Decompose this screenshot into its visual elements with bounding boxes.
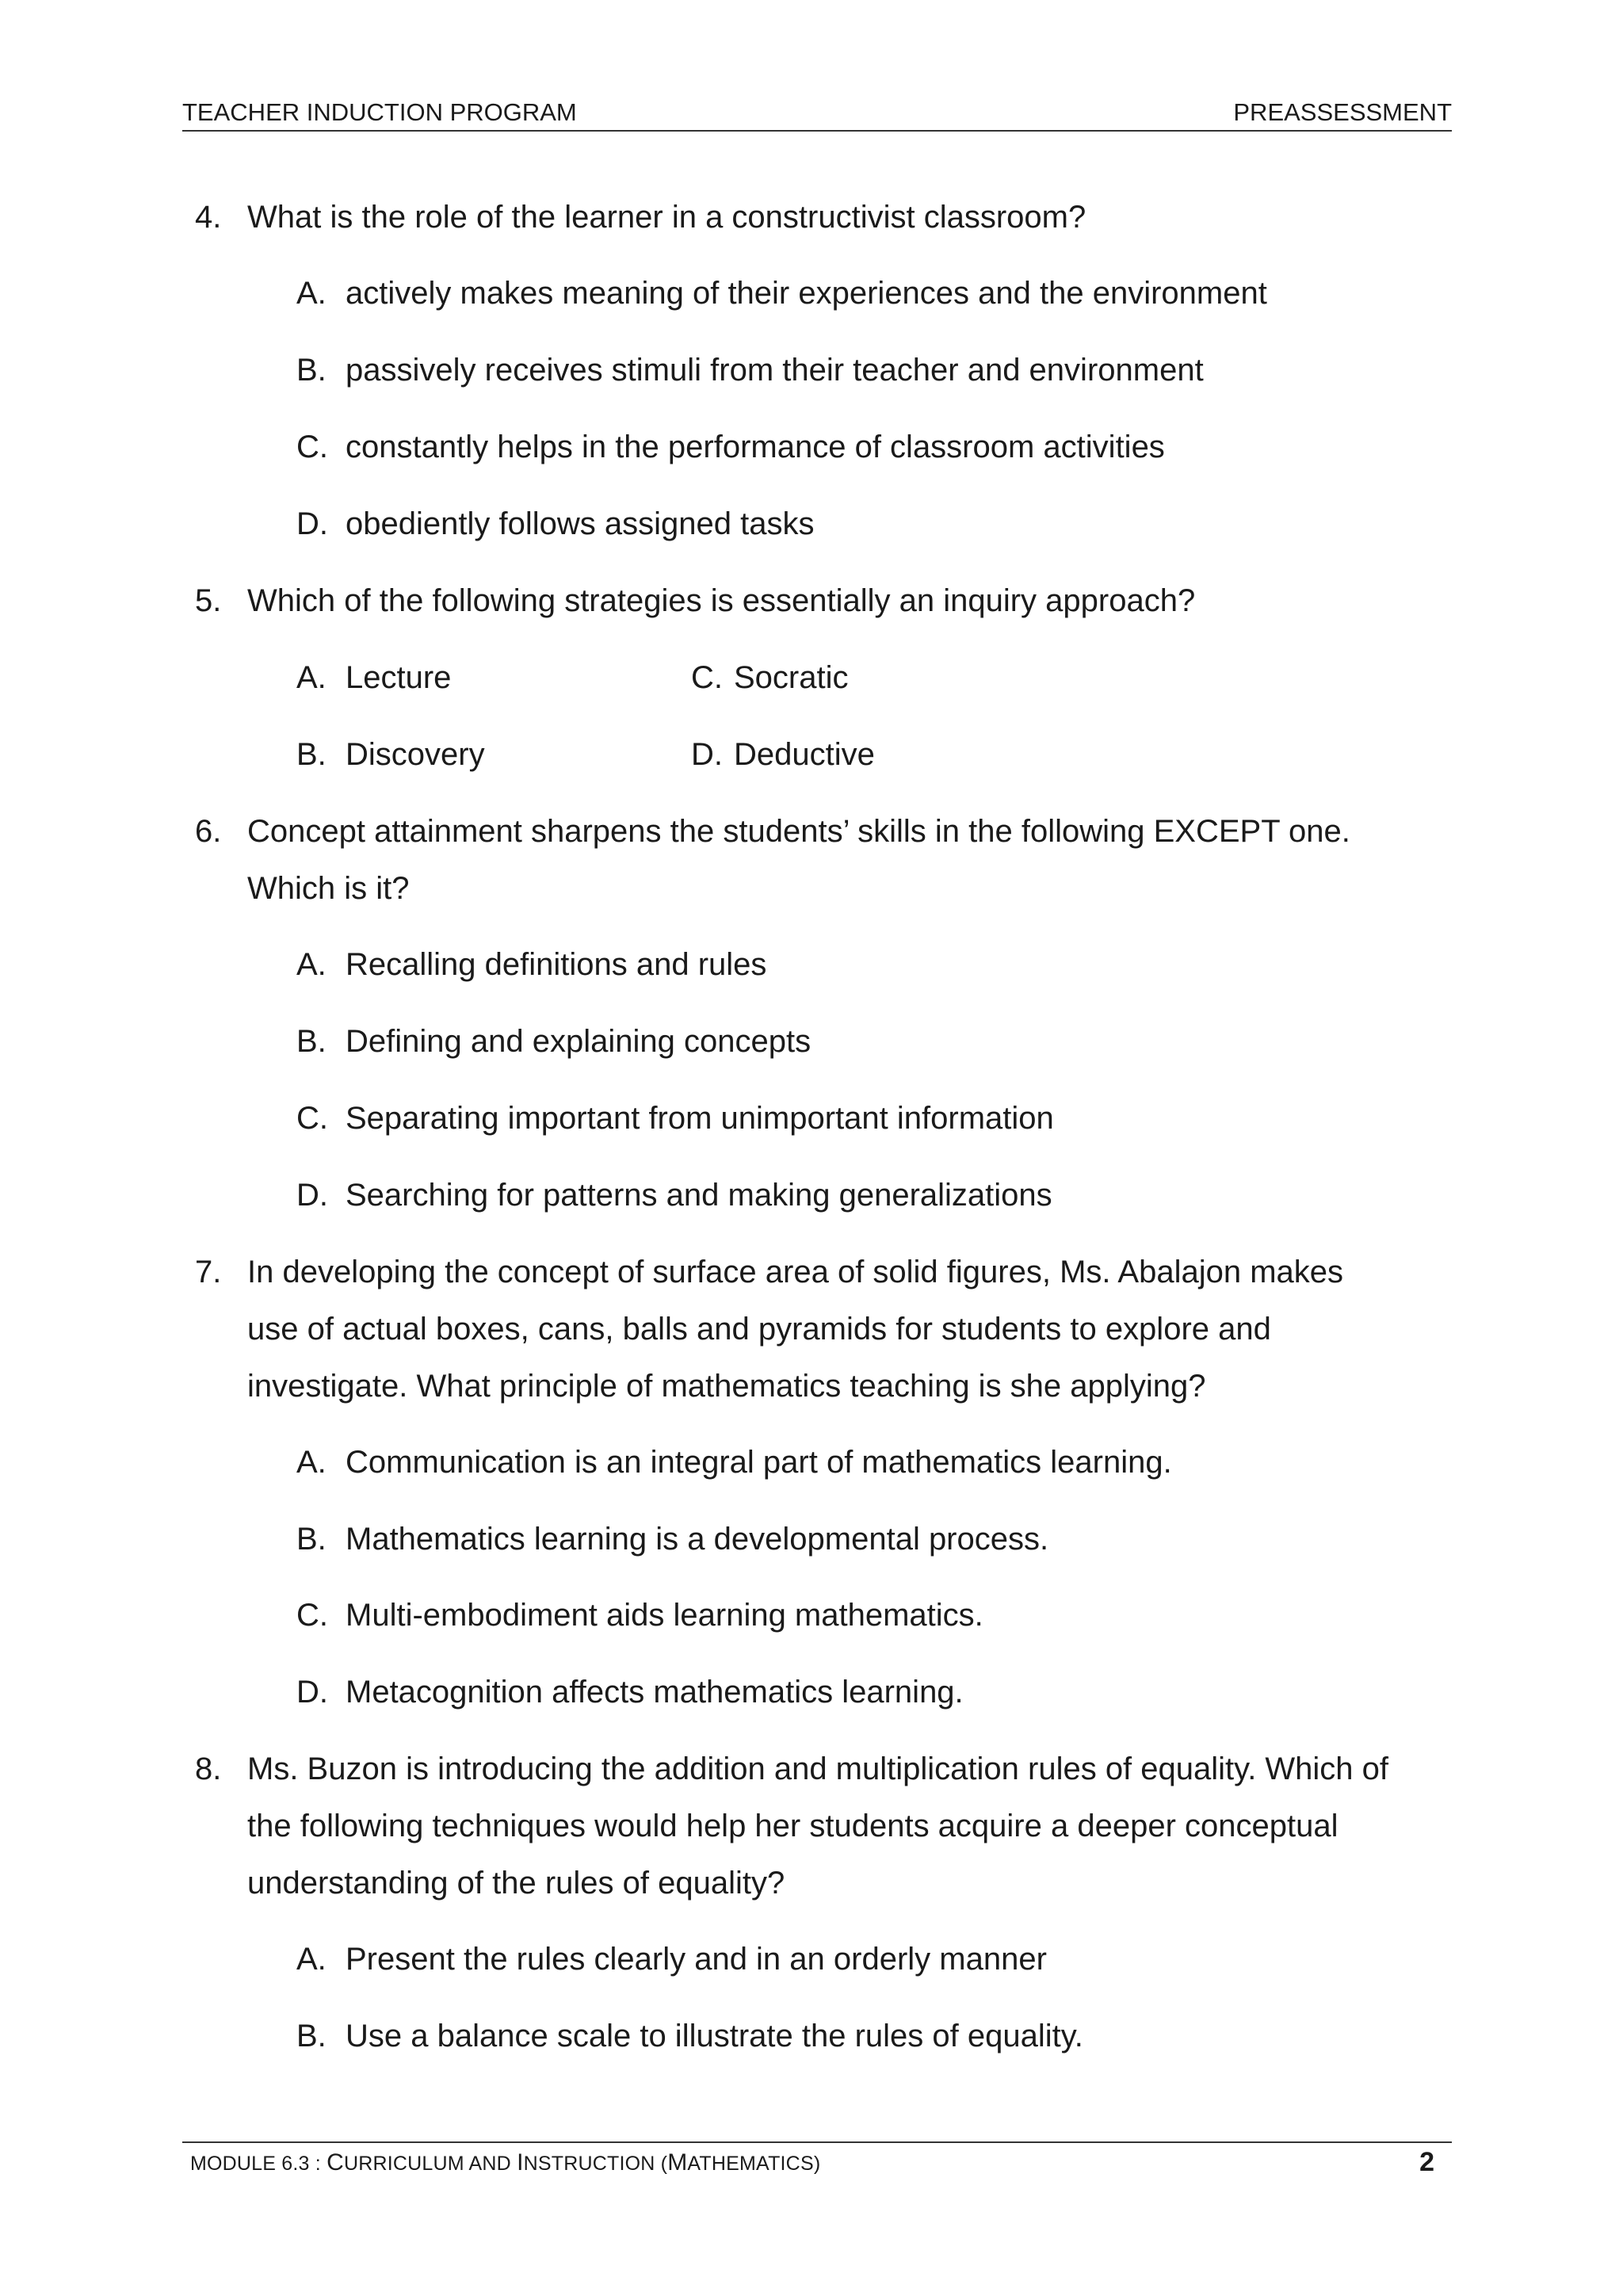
- question-text: [247, 1256, 1491, 1427]
- question-line: the following techniques would help her students acquire a deeper conceptual: [247, 1809, 1338, 1843]
- question-line: In developing the concept of surface area of solid figures, Ms. Abalajon makes: [247, 1255, 1344, 1289]
- option-text: Lecture: [346, 660, 452, 695]
- question-line: Which is it?: [247, 871, 410, 906]
- option-letter: A.: [296, 947, 327, 982]
- question-line: investigate. What principle of mathematics teaching is she applying?: [247, 1369, 1206, 1404]
- option-letter: C.: [296, 1598, 328, 1633]
- page-number: 2: [1419, 2147, 1434, 2177]
- option-text: Use a balance scale to illustrate the rules of equality.: [346, 2019, 1083, 2053]
- option-text: Socratic: [734, 660, 849, 695]
- option-letter: A.: [296, 660, 327, 695]
- question-line: use of actual boxes, cans, balls and pyramids for students to explore and: [247, 1312, 1271, 1347]
- question-text: [247, 201, 1491, 258]
- option-letter: D.: [296, 1675, 328, 1710]
- option-letter: A.: [296, 1445, 327, 1480]
- page-header: [182, 97, 1452, 132]
- option-letter: B.: [296, 1522, 327, 1557]
- question-number: 6.: [195, 814, 222, 849]
- page-footer: [182, 2141, 1452, 2178]
- option-text: Defining and explaining concepts: [346, 1024, 812, 1059]
- option-text: actively makes meaning of their experiences and the environment: [346, 276, 1267, 311]
- option-text: Multi-embodiment aids learning mathematics.: [346, 1598, 983, 1633]
- option-text: obediently follows assigned tasks: [346, 506, 815, 541]
- question-line: What is the role of the learner in a constructivist classroom?: [247, 200, 1086, 235]
- option-text: Metacognition affects mathematics learning.: [346, 1675, 964, 1710]
- option-letter: B.: [296, 737, 327, 772]
- option-letter: C.: [296, 430, 328, 464]
- option-text: passively receives stimuli from their teacher and environment: [346, 353, 1204, 388]
- option-letter: C.: [691, 660, 723, 695]
- option-text: Mathematics learning is a developmental process.: [346, 1522, 1049, 1557]
- footer-module-title: MODULE 6.3 : CURRICULUM AND INSTRUCTION (MATHEMATICS): [190, 2149, 821, 2176]
- option-letter: D.: [691, 737, 723, 772]
- header-section-title: PREASSESSMENT: [1233, 98, 1452, 126]
- question-number: 7.: [195, 1255, 222, 1289]
- option-letter: D.: [296, 506, 328, 541]
- option-text: Deductive: [734, 737, 875, 772]
- question-line: Ms. Buzon is introducing the addition and multiplication rules of equality. Which of: [247, 1752, 1389, 1786]
- question-line: understanding of the rules of equality?: [247, 1866, 785, 1901]
- option-letter: A.: [296, 276, 327, 311]
- question-number: 5.: [195, 583, 222, 618]
- option-text: Present the rules clearly and in an orderly manner: [346, 1942, 1047, 1977]
- question-text: [247, 816, 1491, 930]
- option-text: constantly helps in the performance of classroom activities: [346, 430, 1165, 464]
- question-number: 4.: [195, 200, 222, 235]
- option-text: Separating important from unimportant information: [346, 1101, 1054, 1136]
- option-letter: A.: [296, 1942, 327, 1977]
- question-number: 8.: [195, 1752, 222, 1786]
- option-letter: D.: [296, 1178, 328, 1213]
- header-program-title: TEACHER INDUCTION PROGRAM: [182, 98, 577, 126]
- question-text: [247, 585, 1491, 642]
- question-line: Concept attainment sharpens the students’ skills in the following EXCEPT one.: [247, 814, 1350, 849]
- option-text: Communication is an integral part of mathematics learning.: [346, 1445, 1172, 1480]
- option-text: Searching for patterns and making generalizations: [346, 1178, 1052, 1213]
- option-text: Discovery: [346, 737, 485, 772]
- option-letter: C.: [296, 1101, 328, 1136]
- question-line: Which of the following strategies is essentially an inquiry approach?: [247, 583, 1196, 618]
- option-letter: B.: [296, 1024, 327, 1059]
- option-letter: B.: [296, 2019, 327, 2053]
- question-text: [247, 1753, 1491, 1924]
- option-letter: B.: [296, 353, 327, 388]
- option-text: Recalling definitions and rules: [346, 947, 767, 982]
